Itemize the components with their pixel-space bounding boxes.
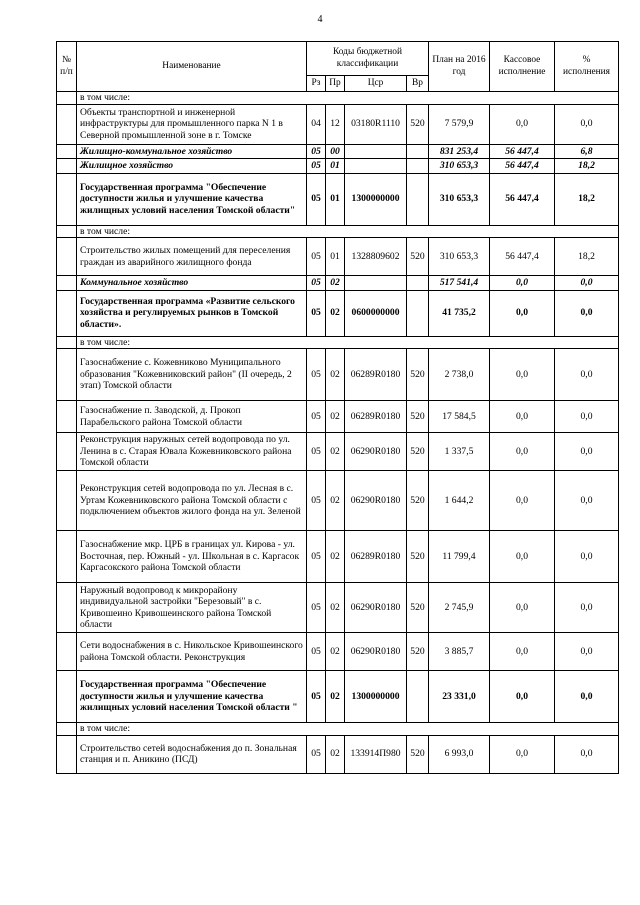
cell-csr: 1328809602	[345, 238, 407, 276]
header-plan: План на 2016 год	[429, 42, 490, 92]
cell-cash: 0,0	[490, 583, 555, 633]
cell-pct: 18,2	[555, 159, 619, 174]
cell-pr: 02	[326, 349, 345, 401]
cell-num	[57, 225, 77, 238]
cell-name: Реконструкция сетей водопровода по ул. Лесная в с. Уртам Кожевниковского района Томской области с подключением объектов жилого фонда на ул. Зеленой	[77, 471, 307, 531]
cell-num	[57, 276, 77, 291]
cell-plan: 41 735,2	[429, 290, 490, 336]
cell-csr: 1300000000	[345, 671, 407, 723]
cell-plan: 6 993,0	[429, 735, 490, 773]
header-name: Наименование	[77, 42, 307, 92]
cell-vr: 520	[407, 583, 429, 633]
label-row	[57, 723, 619, 736]
cell-num	[57, 144, 77, 159]
cell-vr: 520	[407, 633, 429, 671]
cell-name: Коммунальное хозяйство	[77, 276, 307, 291]
cell-num	[57, 723, 77, 736]
cell-num	[57, 336, 77, 349]
cell-cash: 56 447,4	[490, 159, 555, 174]
cell-vr: 520	[407, 401, 429, 433]
cell-vr: 520	[407, 471, 429, 531]
cell-plan: 310 653,3	[429, 173, 490, 225]
cell-csr: 06290R0180	[345, 471, 407, 531]
cell-plan: 2 745,9	[429, 583, 490, 633]
table-row	[57, 144, 619, 159]
cell-vr	[407, 671, 429, 723]
cell-plan: 517 541,4	[429, 276, 490, 291]
cell-cash: 56 447,4	[490, 144, 555, 159]
cell-rz: 05	[307, 276, 326, 291]
cell-vr: 520	[407, 433, 429, 471]
cell-label: в том числе:	[77, 92, 619, 105]
cell-csr: 06290R0180	[345, 583, 407, 633]
cell-cash: 0,0	[490, 735, 555, 773]
cell-vr	[407, 144, 429, 159]
cell-cash: 0,0	[490, 401, 555, 433]
page-number: 4	[317, 14, 323, 25]
cell-pct: 0,0	[555, 735, 619, 773]
cell-vr	[407, 290, 429, 336]
cell-csr: 06290R0180	[345, 633, 407, 671]
table-row	[57, 349, 619, 401]
cell-pct: 0,0	[555, 471, 619, 531]
table-row	[57, 433, 619, 471]
cell-rz: 04	[307, 104, 326, 144]
table-row	[57, 173, 619, 225]
cell-num	[57, 349, 77, 401]
cell-cash: 0,0	[490, 349, 555, 401]
cell-cash: 0,0	[490, 276, 555, 291]
cell-num	[57, 633, 77, 671]
cell-plan: 831 253,4	[429, 144, 490, 159]
cell-pct: 0,0	[555, 671, 619, 723]
cell-rz: 05	[307, 173, 326, 225]
cell-vr: 520	[407, 104, 429, 144]
cell-pr: 02	[326, 735, 345, 773]
budget-table	[56, 41, 619, 774]
table-row	[57, 735, 619, 773]
cell-cash: 56 447,4	[490, 238, 555, 276]
cell-name: Государственная программа "Обеспечение доступности жилья и улучшение качества жилищных условий населения Томской области "	[77, 671, 307, 723]
cell-pr: 02	[326, 633, 345, 671]
cell-csr	[345, 159, 407, 174]
cell-vr	[407, 159, 429, 174]
table-row	[57, 276, 619, 291]
cell-name: Реконструкция наружных сетей водопровода по ул. Ленина в с. Старая Ювала Кожевниковского района Томской области	[77, 433, 307, 471]
cell-pr: 00	[326, 144, 345, 159]
cell-plan: 17 584,5	[429, 401, 490, 433]
cell-plan: 1 337,5	[429, 433, 490, 471]
cell-pr: 12	[326, 104, 345, 144]
cell-name: Государственная программа «Развитие сельского хозяйства и регулируемых рынков в Томской области».	[77, 290, 307, 336]
cell-csr: 06289R0180	[345, 349, 407, 401]
cell-vr: 520	[407, 735, 429, 773]
cell-rz: 05	[307, 471, 326, 531]
cell-pct: 0,0	[555, 583, 619, 633]
header-pct: % исполнения	[555, 42, 619, 92]
cell-pr: 01	[326, 159, 345, 174]
cell-plan: 2 738,0	[429, 349, 490, 401]
cell-csr: 06290R0180	[345, 433, 407, 471]
header-vr: Вр	[407, 76, 429, 92]
cell-name: Газоснабжение мкр. ЦРБ в границах ул. Кирова - ул. Восточная, пер. Южный - ул. Школьная в с. Каргасок Каргасокского района Томской области	[77, 531, 307, 583]
cell-name: Государственная программа "Обеспечение доступности жилья и улучшение качества жилищных условий населения Томской области"	[77, 173, 307, 225]
header-codes: Коды бюджетной классификации	[307, 42, 429, 76]
header-pr: Пр	[326, 76, 345, 92]
cell-pct: 0,0	[555, 349, 619, 401]
cell-plan: 3 885,7	[429, 633, 490, 671]
cell-pct: 0,0	[555, 104, 619, 144]
cell-plan: 310 653,3	[429, 238, 490, 276]
cell-plan: 7 579,9	[429, 104, 490, 144]
cell-pct: 0,0	[555, 290, 619, 336]
cell-cash: 0,0	[490, 633, 555, 671]
cell-plan: 310 653,3	[429, 159, 490, 174]
cell-pr: 01	[326, 238, 345, 276]
cell-cash: 0,0	[490, 433, 555, 471]
cell-pct: 0,0	[555, 276, 619, 291]
table-row	[57, 401, 619, 433]
cell-rz: 05	[307, 735, 326, 773]
cell-pr: 02	[326, 471, 345, 531]
cell-vr: 520	[407, 238, 429, 276]
cell-pr: 01	[326, 173, 345, 225]
table-row	[57, 104, 619, 144]
cell-plan: 1 644,2	[429, 471, 490, 531]
cell-csr	[345, 144, 407, 159]
cell-name: Наружный водопровод к микрорайону индивидуальной застройки "Березовый" в с. Кривошеино Кривошеинского района Томской области	[77, 583, 307, 633]
cell-rz: 05	[307, 531, 326, 583]
cell-rz: 05	[307, 144, 326, 159]
cell-csr: 06289R0180	[345, 401, 407, 433]
cell-label: в том числе:	[77, 723, 619, 736]
table-row	[57, 671, 619, 723]
cell-pr: 02	[326, 671, 345, 723]
cell-name: Жилищно-коммунальное хозяйство	[77, 144, 307, 159]
table-row	[57, 583, 619, 633]
cell-num	[57, 173, 77, 225]
cell-num	[57, 159, 77, 174]
cell-rz: 05	[307, 433, 326, 471]
cell-name: Жилищное хозяйство	[77, 159, 307, 174]
cell-name: Газоснабжение с. Кожевниково Муниципального образования "Кожевниковский район" (II очередь, 2 этап) Томской области	[77, 349, 307, 401]
cell-pr: 02	[326, 531, 345, 583]
cell-rz: 05	[307, 238, 326, 276]
cell-cash: 0,0	[490, 531, 555, 583]
cell-csr	[345, 276, 407, 291]
cell-cash: 56 447,4	[490, 173, 555, 225]
cell-cash: 0,0	[490, 104, 555, 144]
cell-cash: 0,0	[490, 471, 555, 531]
cell-num	[57, 290, 77, 336]
label-row	[57, 225, 619, 238]
table-row	[57, 531, 619, 583]
cell-pr: 02	[326, 433, 345, 471]
table-row	[57, 290, 619, 336]
cell-csr: 133914П980	[345, 735, 407, 773]
table-row	[57, 159, 619, 174]
cell-csr: 0600000000	[345, 290, 407, 336]
cell-plan: 23 331,0	[429, 671, 490, 723]
cell-rz: 05	[307, 290, 326, 336]
label-row	[57, 92, 619, 105]
cell-csr: 06289R0180	[345, 531, 407, 583]
cell-pr: 02	[326, 290, 345, 336]
cell-num	[57, 104, 77, 144]
cell-rz: 05	[307, 159, 326, 174]
label-row	[57, 336, 619, 349]
cell-num	[57, 92, 77, 105]
cell-csr: 03180R1110	[345, 104, 407, 144]
cell-name: Газоснабжение п. Заводской, д. Прокоп Парабельского района Томской области	[77, 401, 307, 433]
header-rz: Рз	[307, 76, 326, 92]
cell-pr: 02	[326, 583, 345, 633]
cell-name: Сети водоснабжения в с. Никольское Кривошеинского района Томской области. Реконструкция	[77, 633, 307, 671]
header-cash: Кассовое исполнение	[490, 42, 555, 92]
cell-pct: 18,2	[555, 173, 619, 225]
cell-pct: 6,8	[555, 144, 619, 159]
table-row	[57, 633, 619, 671]
cell-num	[57, 433, 77, 471]
table-row	[57, 238, 619, 276]
cell-pct: 0,0	[555, 633, 619, 671]
cell-csr: 1300000000	[345, 173, 407, 225]
cell-name: Объекты транспортной и инженерной инфраструктуры для промышленного парка N 1 в Северной промышленной зоне в г. Томске	[77, 104, 307, 144]
cell-label: в том числе:	[77, 336, 619, 349]
cell-name: Строительство жилых помещений для переселения граждан из аварийного жилищного фонда	[77, 238, 307, 276]
header-num: № п/п	[57, 42, 77, 92]
cell-num	[57, 583, 77, 633]
cell-plan: 11 799,4	[429, 531, 490, 583]
cell-vr	[407, 276, 429, 291]
cell-rz: 05	[307, 671, 326, 723]
cell-name: Строительство сетей водоснабжения до п. Зональная станция и п. Аникино (ПСД)	[77, 735, 307, 773]
cell-rz: 05	[307, 401, 326, 433]
cell-pct: 0,0	[555, 401, 619, 433]
cell-num	[57, 401, 77, 433]
table-row	[57, 471, 619, 531]
cell-num	[57, 471, 77, 531]
cell-rz: 05	[307, 349, 326, 401]
cell-pct: 0,0	[555, 531, 619, 583]
cell-pr: 02	[326, 276, 345, 291]
cell-pr: 02	[326, 401, 345, 433]
table-body	[57, 92, 619, 774]
cell-vr: 520	[407, 349, 429, 401]
cell-num	[57, 671, 77, 723]
cell-num	[57, 238, 77, 276]
cell-vr	[407, 173, 429, 225]
cell-pct: 18,2	[555, 238, 619, 276]
cell-num	[57, 531, 77, 583]
cell-vr: 520	[407, 531, 429, 583]
cell-rz: 05	[307, 633, 326, 671]
cell-pct: 0,0	[555, 433, 619, 471]
cell-label: в том числе:	[77, 225, 619, 238]
cell-rz: 05	[307, 583, 326, 633]
header-csr: Цср	[345, 76, 407, 92]
cell-cash: 0,0	[490, 671, 555, 723]
cell-cash: 0,0	[490, 290, 555, 336]
cell-num	[57, 735, 77, 773]
